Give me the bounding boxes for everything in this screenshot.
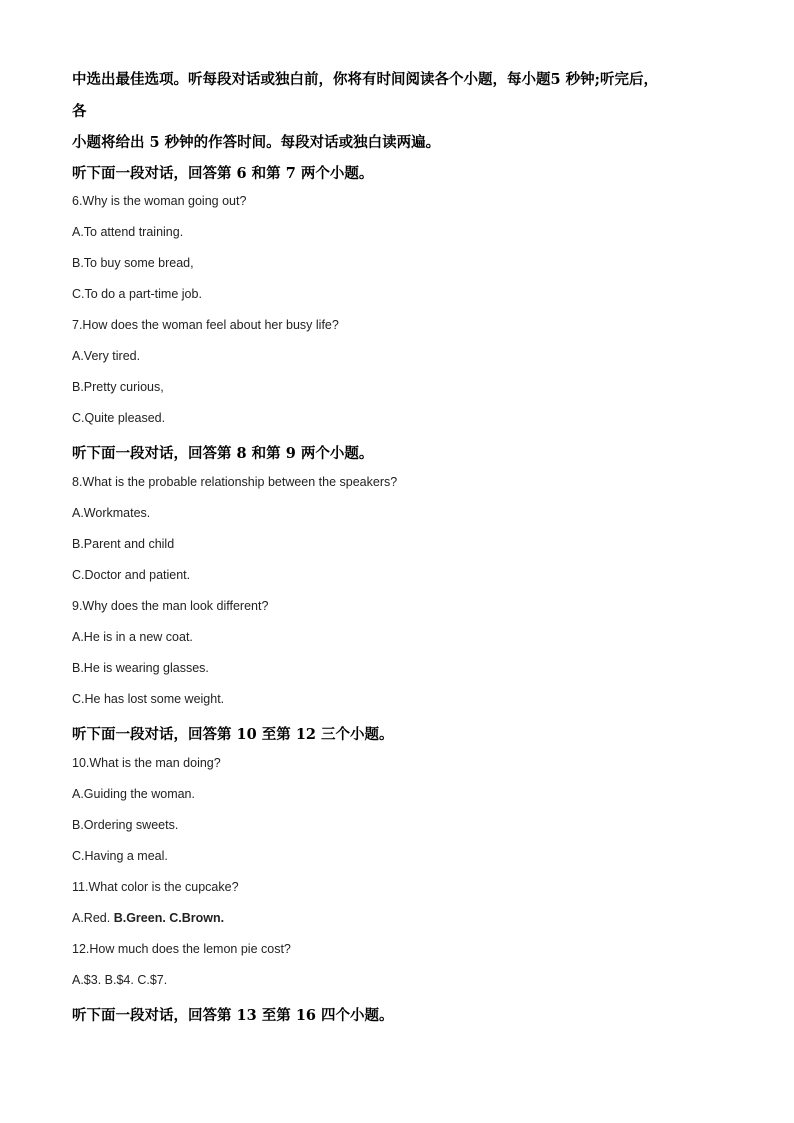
question-11-option-bc: B.Green. C.Brown. (113, 911, 225, 925)
question-12-stem: 12.How much does the lemon pie cost? (72, 942, 291, 956)
question-7-stem: 7.How does the woman feel about her busy life? (72, 318, 339, 332)
question-10-option-c: C.Having a meal. (72, 849, 168, 863)
question-11-options (72, 911, 224, 925)
question-8-option-a: A.Workmates. (72, 506, 151, 520)
question-11-stem: 11.What color is the cupcake? (72, 880, 239, 894)
question-9-option-c: C.He has lost some weight. (72, 692, 225, 706)
section-heading-6-7: 听下面一段对话，回答第 6 和第 7 两个小题。 (72, 165, 374, 182)
question-10-option-b: B.Ordering sweets. (72, 818, 179, 832)
question-7-option-b: B.Pretty curious, (72, 380, 164, 394)
question-8-option-c: C.Doctor and patient. (72, 568, 191, 582)
intro-line-3: 小题将给出 5 秒钟的作答时间。每段对话或独白读两遍。 (72, 134, 441, 151)
question-11-option-a: A.Red. (72, 911, 111, 925)
question-9-option-b: B.He is wearing glasses. (72, 661, 209, 675)
section-heading-10-12: 听下面一段对话，回答第 10 至第 12 三个小题。 (72, 726, 394, 743)
question-7-option-c: C.Quite pleased. (72, 411, 166, 425)
question-8-stem: 8.What is the probable relationship between the speakers? (72, 475, 398, 489)
question-6-option-a: A.To attend training. (72, 225, 184, 239)
question-8-option-b: B.Parent and child (72, 537, 175, 551)
question-9-stem: 9.Why does the man look different? (72, 599, 269, 613)
question-10-stem: 10.What is the man doing? (72, 756, 221, 770)
question-6-stem: 6.Why is the woman going out? (72, 194, 247, 208)
question-9-option-a: A.He is in a new coat. (72, 630, 193, 644)
section-heading-8-9: 听下面一段对话，回答第 8 和第 9 两个小题。 (72, 445, 374, 462)
question-7-option-a: A.Very tired. (72, 349, 141, 363)
question-6-option-c: C.To do a part-time job. (72, 287, 202, 301)
question-10-option-a: A.Guiding the woman. (72, 787, 195, 801)
question-12-options: A.$3. B.$4. C.$7. (72, 973, 168, 987)
section-heading-13-16: 听下面一段对话，回答第 13 至第 16 四个小题。 (72, 1007, 394, 1024)
intro-line-2: 各 (72, 103, 87, 120)
intro-line-1: 中选出最佳选项。听每段对话或独白前，你将有时间阅读各个小题，每小题5 秒钟;听完后， (72, 71, 658, 88)
question-6-option-b: B.To buy some bread, (72, 256, 194, 270)
